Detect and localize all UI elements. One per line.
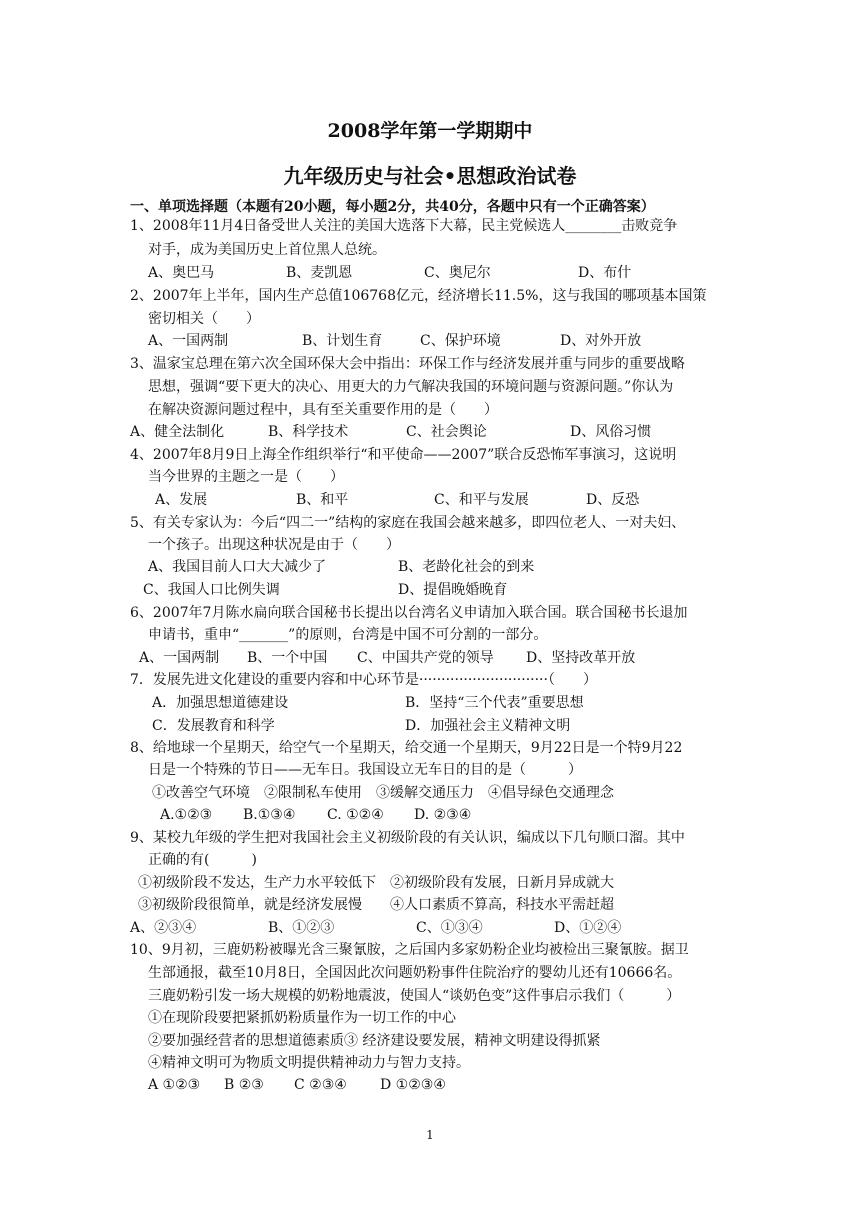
question-9-option-a: A、②③④ [130, 920, 197, 936]
question-10-option-d: D ①②③④ [380, 1077, 446, 1093]
question-5-line-2: 一个孩子。出现这种状况是由于（ ） [148, 537, 400, 553]
question-9-line-3: ①初级阶段不发达，生产力水平较低下 ②初级阶段有发展，日新月异成就大 [138, 875, 614, 891]
question-1-option-b: B、麦凯恩 [286, 265, 353, 281]
question-3-option-d: D、风俗习惯 [570, 424, 652, 440]
question-9-line-1: 9、某校九年级的学生把对我国社会主义初级阶段的有关认识，编成以下几句顺口溜。其中 [130, 830, 685, 846]
question-10-line-5: ②要加强经营者的思想道德素质③ 经济建设要发展，精神文明建设得抓紧 [148, 1033, 601, 1049]
question-10-line-4: ①在现阶段要把紧抓奶粉质量作为一切工作的中心 [148, 1010, 456, 1026]
question-6-option-b: B、一个中国 [247, 650, 328, 666]
question-7-option-b: B．坚持“三个代表”重要思想 [405, 695, 584, 711]
question-6-line-1: 6、2007年7月陈水扁向联合国秘书长提出以台湾名义申请加入联合国。联合国秘书长退加 [130, 605, 688, 621]
page-number: 1 [426, 1128, 434, 1142]
question-9-option-d: D、①②④ [554, 920, 622, 936]
question-5-line-1: 5、有关专家认为：今后“四二一”结构的家庭在我国会越来越多，即四位老人、一对夫妇、 [130, 515, 686, 531]
question-3-line-3: 在解决资源问题过程中，具有至关重要作用的是（ ） [148, 402, 498, 418]
question-2-line-2: 密切相关（ ） [148, 311, 260, 327]
question-5-option-a: A、我国目前人口大大减少了 [148, 559, 327, 575]
question-9-line-2: 正确的有( ) [148, 852, 257, 868]
question-10-option-a: A ①②③ [148, 1077, 201, 1093]
question-6-option-d: D、坚持改革开放 [526, 650, 636, 666]
question-2-option-c: C、保护环境 [420, 333, 501, 349]
question-10-line-6: ④精神文明可为物质文明提供精神动力与智力支持。 [148, 1055, 470, 1071]
question-4-line-2: 当今世界的主题之一是（ ） [148, 469, 344, 485]
question-6-option-a: A、一国两制 [139, 650, 220, 666]
question-3-line-1: 3、温家宝总理在第六次全国环保大会中指出：环保工作与经济发展并重与同步的重要战略 [130, 356, 685, 372]
question-3-option-b: B、科学技术 [268, 424, 349, 440]
question-3-line-2: 思想，强调“要下更大的决心、用更大的力气解决我国的环境问题与资源问题。”你认为 [148, 379, 674, 395]
question-3-option-c: C、社会舆论 [406, 424, 487, 440]
question-10-option-b: B ②③ [224, 1077, 264, 1093]
section-heading: 一、单项选择题（本题有20小题，每小题2分，共40分，各题中只有一个正确答案） [130, 199, 655, 215]
question-1-option-d: D、布什 [578, 265, 632, 281]
question-10-line-1: 10、9月初，三鹿奶粉被曝光含三聚氰胺，之后国内多家奶粉企业均被检出三聚氰胺。据卫 [130, 942, 689, 958]
question-7-option-c: C．发展教育和科学 [152, 718, 275, 734]
question-4-option-b: B、和平 [296, 492, 349, 508]
question-4-option-c: C、和平与发展 [434, 492, 529, 508]
question-7-option-d: D．加强社会主义精神文明 [405, 718, 571, 734]
question-8-option-a: A.①②③ [160, 807, 213, 823]
question-10-line-3: 三鹿奶粉引发一场大规模的奶粉地震波，使国人“谈奶色变”这件事启示我们（ ） [148, 988, 681, 1004]
question-1-option-c: C、奥尼尔 [424, 265, 491, 281]
question-4-line-1: 4、2007年8月9日上海全作组织举行“和平使命——2007”联合反恐怖军事演习，这说明 [130, 447, 677, 463]
question-2-option-a: A、一国两制 [148, 333, 229, 349]
question-6-line-2: 申请书，重申“_______”的原则，台湾是中国不可分割的一部分。 [148, 627, 548, 643]
question-4-option-a: A、发展 [155, 492, 208, 508]
question-8-line-1: 8、给地球一个星期天，给空气一个星期天，给交通一个星期天，9月22日是一个特9月22 [130, 740, 683, 756]
question-10-option-c: C ②③④ [294, 1077, 347, 1093]
question-5-option-c: C、我国人口比例失调 [143, 582, 280, 598]
question-7-line-1: 7．发展先进文化建设的重要内容和中心环节是·····························（ ） [130, 672, 597, 688]
question-8-option-c: C. ①②④ [327, 807, 384, 823]
exam-subtitle: 九年级历史与社会•思想政治试卷 [283, 164, 577, 188]
question-3-option-a: A、健全法制化 [130, 424, 225, 440]
question-9-line-4: ③初级阶段很简单，就是经济发展慢 ④人口素质不算高，科技水平需赶超 [138, 897, 614, 913]
question-2-option-d: D、对外开放 [560, 333, 642, 349]
exam-title: 2008学年第一学期期中 [327, 120, 533, 142]
question-2-option-b: B、计划生育 [302, 333, 383, 349]
question-8-line-3: ①改善空气环境 ②限制私车使用 ③缓解交通压力 ④倡导绿色交通理念 [152, 785, 614, 801]
question-8-option-b: B.①③④ [243, 807, 296, 823]
question-1-line-2: 对手，成为美国历史上首位黑人总统。 [148, 242, 386, 258]
question-10-line-2: 生部通报，截至10月8日，全国因此次问题奶粉事件住院治疗的婴幼儿还有10666名。 [148, 965, 682, 981]
question-8-line-2: 日是一个特殊的节日——无车日。我国设立无车日的目的是（ ） [148, 762, 582, 778]
question-2-line-1: 2、2007年上半年，国内生产总值106768亿元，经济增长11.5%，这与我国的哪项基本国策 [130, 288, 707, 304]
question-6-option-c: C、中国共产党的领导 [357, 650, 494, 666]
question-5-option-b: B、老龄化社会的到来 [398, 559, 535, 575]
question-1-option-a: A、奥巴马 [148, 265, 215, 281]
question-9-option-b: B、①②③ [268, 920, 335, 936]
question-9-option-c: C、①③④ [416, 920, 483, 936]
question-4-option-d: D、反恐 [586, 492, 640, 508]
question-8-option-d: D. ②③④ [414, 807, 472, 823]
question-7-option-a: A．加强思想道德建设 [152, 695, 289, 711]
question-1-line-1: 1、2008年11月4日备受世人关注的美国大选落下大幕，民主党候选人________击败竞争 [130, 218, 678, 234]
question-5-option-d: D、提倡晚婚晚育 [398, 582, 508, 598]
